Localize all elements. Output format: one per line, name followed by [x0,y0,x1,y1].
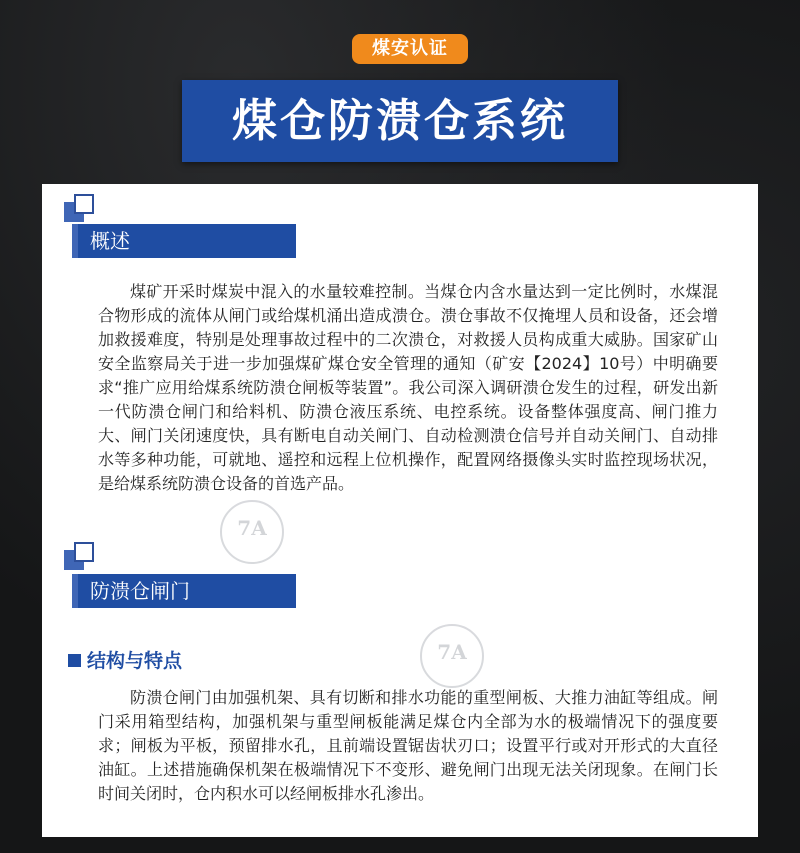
subheading-square-icon [68,654,81,667]
watermark-logo-icon: 7A [220,500,284,564]
page-title: 煤仓防溃仓系统 [182,80,618,162]
section-square-icon [64,542,96,574]
certification-badge: 煤安认证 [352,34,468,64]
overview-paragraph: 煤矿开采时煤炭中混入的水量较难控制。当煤仓内含水量达到一定比例时，水煤混合物形成的流体从闸门或给煤机涌出造成溃仓。溃仓事故不仅掩埋人员和设备，还会增加救援难度，特别是处理事故过程中的二次溃仓，对救援人员构成重大威胁。国家矿山安全监察局关于进一步加强煤矿煤仓安全管理的通知（矿安【2024】10号）中明确要求“推广应用给煤系统防溃仓闸板等装置”。我公司深入调研溃仓发生的过程，研发出新一代防溃仓闸门和给料机、防溃仓液压系统、电控系统。设备整体强度高、闸门推力大、闸门关闭速度快，具有断电自动关闸门、自动检测溃仓信号并自动关闸门、自动排水等多种功能，可就地、遥控和远程上位机操作，配置网络摄像头实时监控现场状况，是给煤系统防溃仓设备的首选产品。 [98,282,718,493]
watermark-logo-icon: 7A [420,624,484,688]
structure-features-subheading [68,646,182,673]
document-panel [42,184,758,837]
section-heading-gate: 防溃仓闸门 [72,574,296,608]
subheading-text: 结构与特点 [87,650,183,672]
gate-paragraph: 防溃仓闸门由加强机架、具有切断和排水功能的重型闸板、大推力油缸等组成。闸门采用箱型结构，加强机架与重型闸板能满足煤仓内全部为水的极端情况下的强度要求；闸板为平板，预留排水孔，且前端设置锯齿状刃口；设置平行或对开形式的大直径油缸。上述措施确保机架在极端情况下不变形、避免闸门出现无法关闭现象。在闸门长时间关闭时，仓内积水可以经闸板排水孔渗出。 [98,688,718,803]
section-heading-overview: 概述 [72,224,296,258]
section-square-icon [64,194,96,226]
